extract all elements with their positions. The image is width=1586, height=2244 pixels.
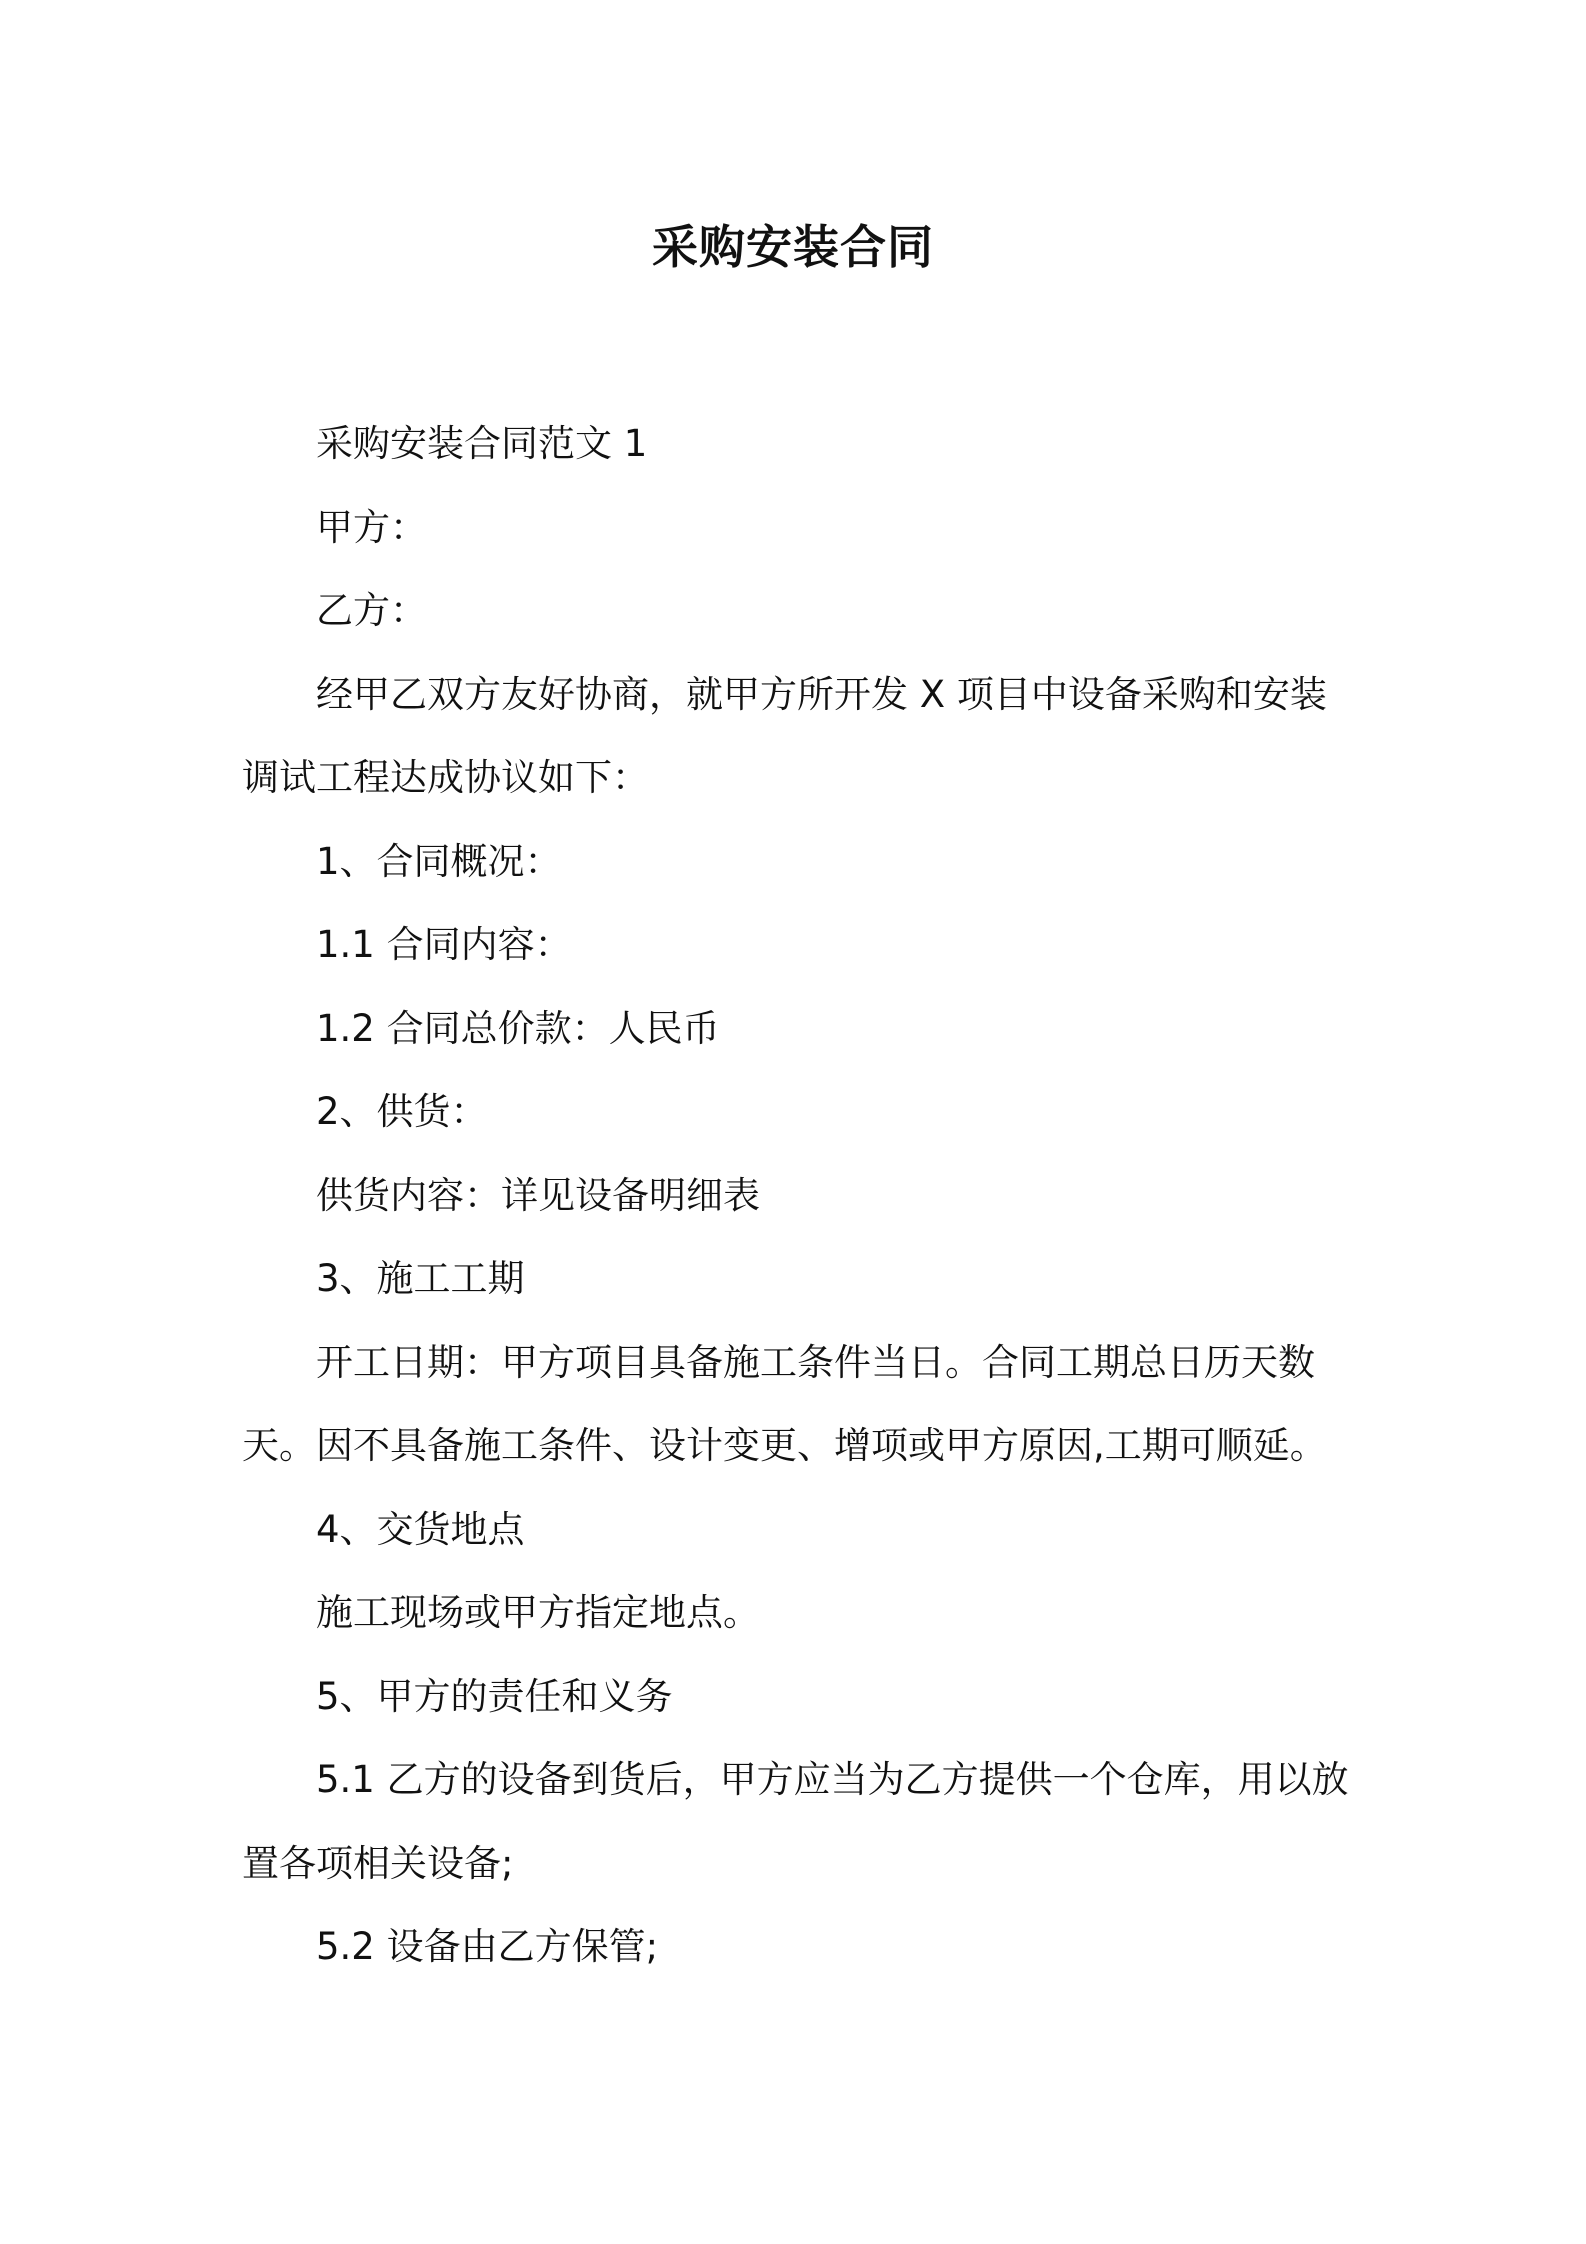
paragraph-party-a: 甲方： — [316, 505, 427, 549]
document-body — [242, 402, 1362, 1989]
paragraph-section-5: 5、甲方的责任和义务 — [316, 1674, 673, 1718]
paragraph-delivery-location: 施工现场或甲方指定地点。 — [316, 1591, 760, 1634]
paragraph-agreement-intro: 经甲乙双方友好协商，就甲方所开发 X 项目中设备采购和安装调试工程达成协议如下： — [242, 672, 1327, 799]
paragraph-section-1: 1、合同概况： — [316, 839, 562, 883]
paragraph-start-date: 开工日期：甲方项目具备施工条件当日。合同工期总日历天数天。因不具备施工条件、设计变更、增项或甲方原因,工期可顺延。 — [242, 1340, 1327, 1467]
document-title: 采购安装合同 — [652, 220, 934, 274]
paragraph-section-2: 2、供货： — [316, 1090, 488, 1133]
paragraph-subtitle: 采购安装合同范文 1 — [316, 422, 648, 465]
paragraph-section-5-1: 5.1 乙方的设备到货后，甲方应当为乙方提供一个仓库，用以放置各项相关设备; — [242, 1758, 1349, 1885]
paragraph-section-1-2: 1.2 合同总价款：人民币 — [316, 1006, 720, 1050]
paragraph-section-3: 3、施工工期 — [316, 1257, 525, 1300]
paragraph-section-5-2: 5.2 设备由乙方保管; — [316, 1925, 659, 1968]
paragraph-section-4: 4、交货地点 — [316, 1507, 525, 1551]
paragraph-party-b: 乙方： — [316, 589, 427, 632]
paragraph-section-1-1: 1.1 合同内容： — [316, 923, 572, 966]
paragraph-supply-content: 供货内容：详见设备明细表 — [316, 1173, 760, 1217]
